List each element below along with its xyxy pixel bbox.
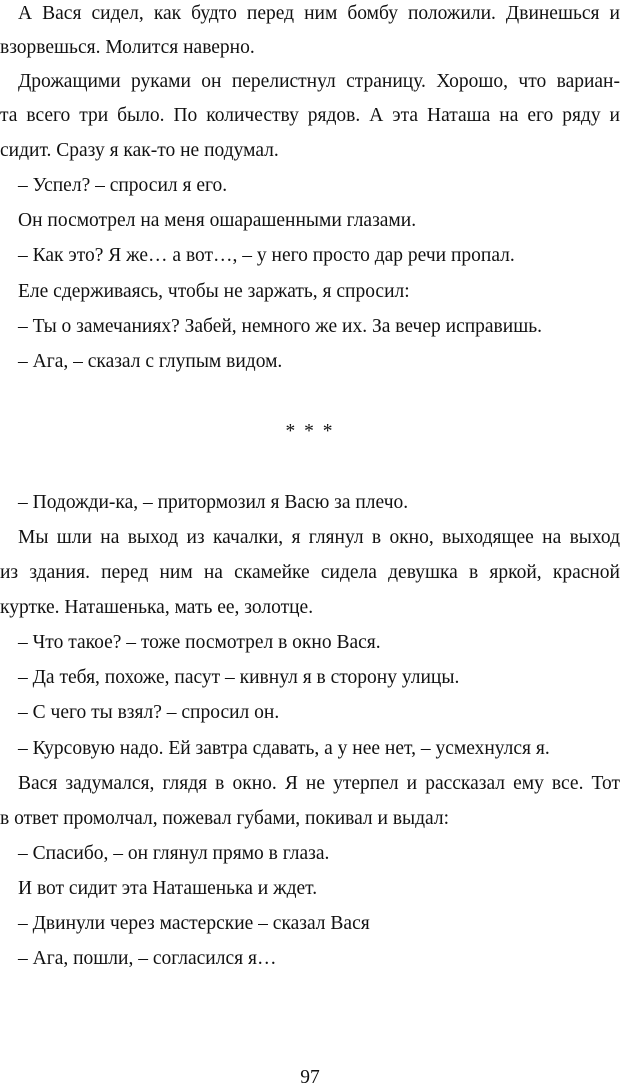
- text-line: та всего три было. По количеству рядов. А эта Наташа на его ряду и: [0, 105, 620, 126]
- text-line: – Курсовую надо. Ей завтра сдавать, а у нее нет, – усмехнулся я.: [18, 738, 550, 759]
- page-number: 97: [300, 1067, 320, 1088]
- text-line: из здания. перед ним на скамейке сидела девушка в яркой, красной: [0, 562, 620, 583]
- text-line: – Двинули через мастерские – сказал Вася: [18, 913, 370, 934]
- section-separator: * * *: [285, 421, 335, 442]
- text-line: – Как это? Я же… а вот…, – у него просто дар речи пропал.: [18, 245, 515, 266]
- text-line: Он посмотрел на меня ошарашенными глазами.: [18, 210, 417, 231]
- text-line: – Ага, пошли, – согласился я…: [18, 948, 277, 969]
- text-line: – Спасибо, – он глянул прямо в глаза.: [18, 843, 330, 864]
- text-line: куртке. Наташенька, мать ее, золотце.: [0, 597, 314, 618]
- text-line: – Ага, – сказал с глупым видом.: [18, 351, 283, 372]
- text-line: – Да тебя, похоже, пасут – кивнул я в сторону улицы.: [18, 667, 460, 688]
- text-line: – Ты о замечаниях? Забей, немного же их. За вечер исправишь.: [18, 316, 542, 337]
- text-line: Дрожащими руками он перелистнул страницу. Хорошо, что вариан-: [18, 71, 620, 92]
- text-line: Еле сдерживаясь, чтобы не заржать, я спросил:: [18, 281, 410, 302]
- text-line: в ответ промолчал, пожевал губами, покивал и выдал:: [0, 808, 450, 829]
- text-line: Вася задумался, глядя в окно. Я не утерпел и рассказал ему все. Тот: [18, 773, 620, 794]
- text-line: – Успел? – спросил я его.: [18, 175, 228, 196]
- text-line: – С чего ты взял? – спросил он.: [18, 702, 280, 723]
- text-line: – Что такое? – тоже посмотрел в окно Вася.: [18, 632, 381, 653]
- text-line: взорвешься. Молится наверно.: [0, 37, 255, 58]
- text-line: сидит. Сразу я как-то не подумал.: [0, 140, 279, 161]
- text-line: – Подожди-ка, – притормозил я Васю за плечо.: [18, 492, 409, 513]
- text-line: Мы шли на выход из качалки, я глянул в окно, выходящее на выход: [18, 527, 620, 548]
- text-line: И вот сидит эта Наташенька и ждет.: [18, 878, 318, 899]
- text-line: А Вася сидел, как будто перед ним бомбу положили. Двинешься и: [18, 3, 620, 24]
